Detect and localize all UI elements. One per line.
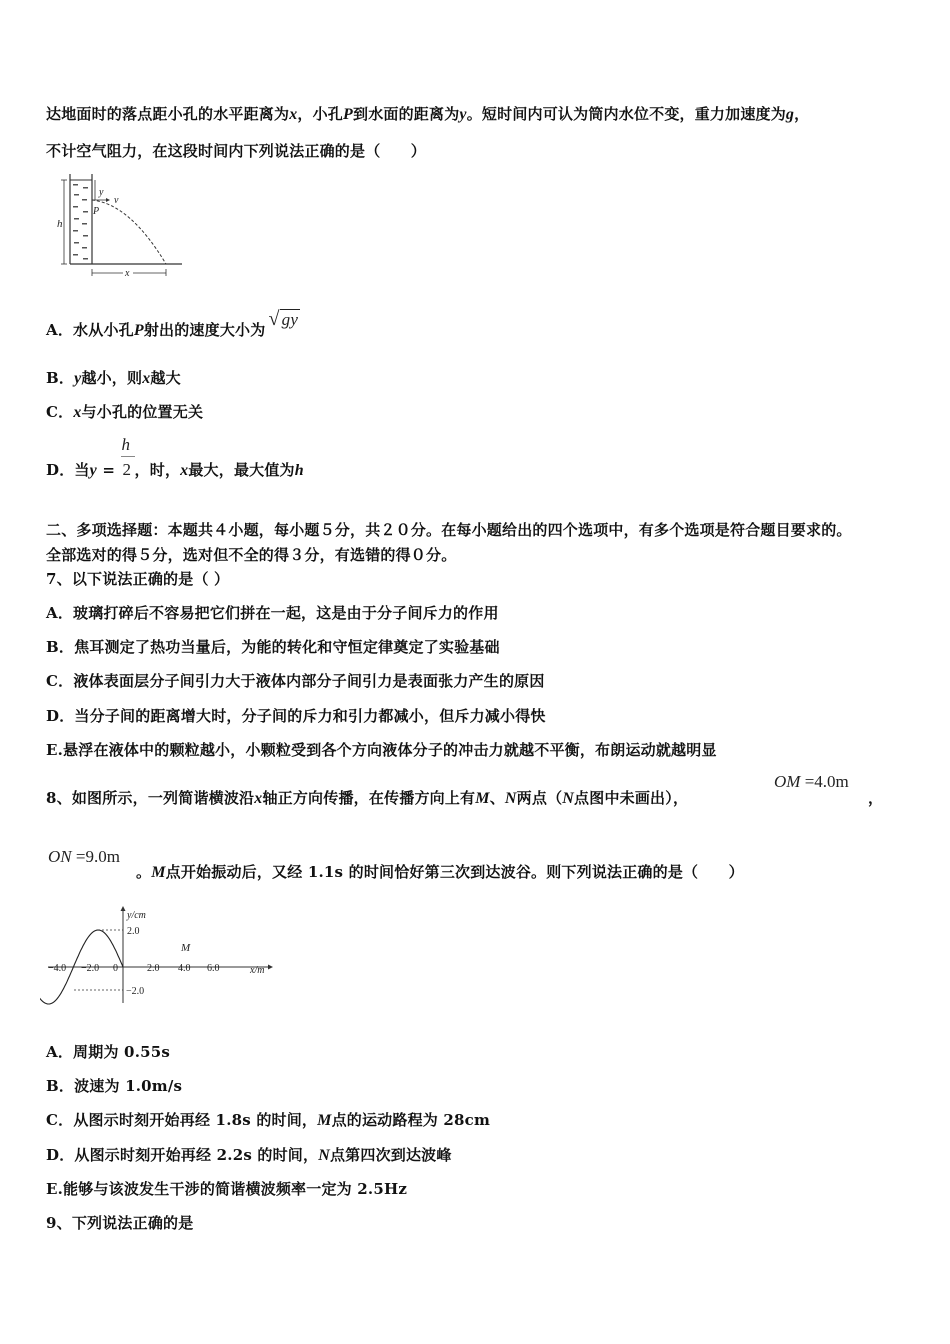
q6-container-figure xyxy=(48,170,188,282)
q8-stem-line1: 8、如图所示，一列简谐横波沿x轴正方向传播，在传播方向上有M、N两点（N点图中未画出）， xyxy=(46,789,689,807)
x-axis-label: x/m xyxy=(250,965,265,976)
q7-option-d: D．当分子间的距离增大时，分子间的斥力和引力都减小，但斥力减小得快 xyxy=(46,707,546,725)
q7-option-a: A．玻璃打碎后不容易把它们拼在一起，这是由于分子间斥力的作用 xyxy=(46,604,499,622)
q8-on-expression: ON =9.0m xyxy=(48,847,120,866)
q6-option-c: C．x与小孔的位置无关 xyxy=(46,403,204,421)
q7-option-e: E.悬浮在液体中的颗粒越小，小颗粒受到各个方向液体分子的冲击力就越不平衡，布朗运动就越明显 xyxy=(46,741,717,759)
q8-stem-line2: 。M点开始振动后，又经 1.1s 的时间恰好第三次到达波谷。则下列说法正确的是（ ） xyxy=(136,863,744,881)
figure-label-h: h xyxy=(57,218,63,230)
y-axis-label: y/cm xyxy=(127,910,146,921)
figure-label-x: x xyxy=(125,268,130,279)
q7-option-c: C．液体表面层分子间引力大于液体内部分子间引力是表面张力产生的原因 xyxy=(46,672,545,690)
q6-stem-line1: 达地面时的落点距小孔的水平距离为x，小孔P到水面的距离为y。短时间内可认为筒内水位不变，重力加速度为g， xyxy=(46,105,810,123)
q8-option-c: C．从图示时刻开始再经 1.8s 的时间，M点的运动路程为 28cm xyxy=(46,1111,491,1129)
y-tick-neg2: −2.0 xyxy=(126,986,145,997)
q8-option-b: B．波速为 1.0m/s xyxy=(46,1077,183,1095)
q6-stem-line2: 不计空气阻力，在这段时间内下列说法正确的是（ ） xyxy=(46,142,427,160)
q8-option-d: D．从图示时刻开始再经 2.2s 的时间，N点第四次到达波峰 xyxy=(46,1146,452,1164)
section2-line1: 二、多项选择题：本题共４小题，每小题５分，共２０分。在每小题给出的四个选项中，有多个选项是符合题目要求的。 xyxy=(46,521,852,539)
x-tick-6: 6.0 xyxy=(207,963,220,974)
figure-label-v: v xyxy=(114,195,119,206)
q9-stem: 9、下列说法正确的是 xyxy=(46,1214,194,1232)
x-tick-0: 0 xyxy=(113,963,118,974)
x-tick-2: 2.0 xyxy=(147,963,160,974)
x-tick-neg2: −2.0 xyxy=(81,963,100,974)
q8-option-a: A．周期为 0.55s xyxy=(46,1043,171,1061)
y-tick-2: 2.0 xyxy=(127,926,140,937)
q8-om-expression: OM =4.0m xyxy=(774,772,849,791)
section2-line2: 全部选对的得５分，选对但不全的得３分，有选错的得０分。 xyxy=(46,546,457,564)
q8-wave-graph xyxy=(40,903,280,1005)
q7-option-b: B．焦耳测定了热功当量后，为能的转化和守恒定律奠定了实验基础 xyxy=(46,638,500,656)
q7-stem: 7、以下说法正确的是（ ） xyxy=(46,570,230,588)
x-tick-4: 4.0 xyxy=(178,963,191,974)
q8-comma: ， xyxy=(868,789,884,807)
q6-option-a: A．水从小孔P射出的速度大小为 √ gy xyxy=(46,308,299,339)
q6-option-d: D．当y = $\frac{h}{2}$ ，时，x最大，最大值为h xyxy=(46,435,304,479)
q6-option-b: B．y越小，则x越大 xyxy=(46,369,181,387)
x-tick-neg4: −4.0 xyxy=(48,963,67,974)
figure-label-P: P xyxy=(93,206,100,217)
q8-option-e: E.能够与该波发生干涉的简谐横波频率一定为 2.5Hz xyxy=(46,1180,408,1198)
point-m-label: M xyxy=(181,942,191,954)
figure-label-y: y xyxy=(99,187,104,198)
